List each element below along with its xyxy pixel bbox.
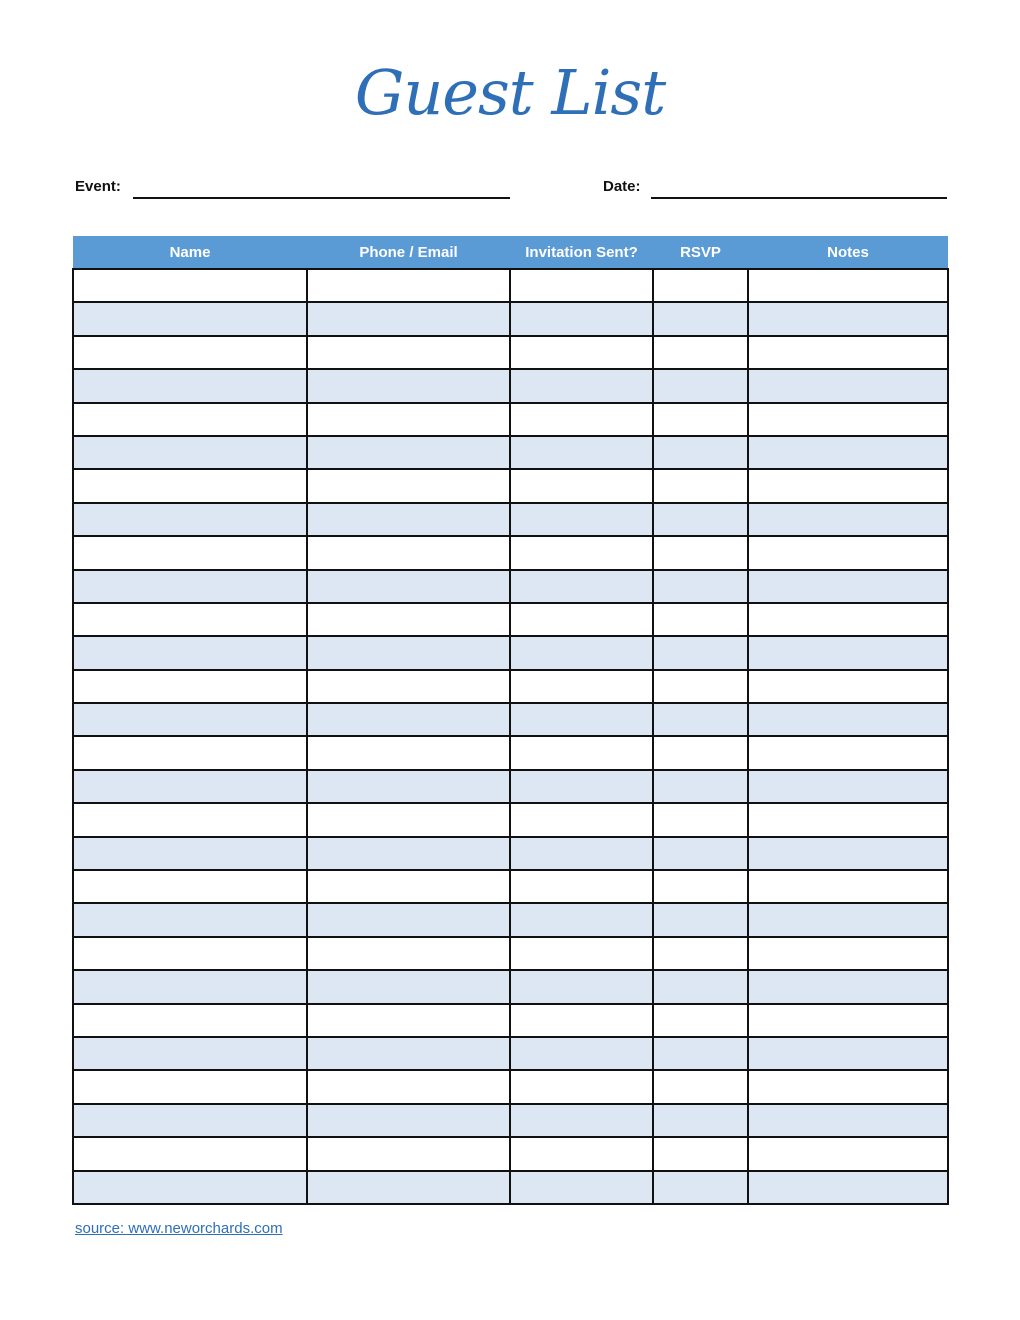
cell-phone-email[interactable] <box>307 970 510 1003</box>
table-row <box>73 1104 948 1137</box>
table-row <box>73 1070 948 1103</box>
cell-phone-email[interactable] <box>307 503 510 536</box>
cell-invitation-sent[interactable] <box>510 1070 653 1103</box>
cell-phone-email[interactable] <box>307 436 510 469</box>
cell-invitation-sent[interactable] <box>510 970 653 1003</box>
cell-rsvp[interactable] <box>653 503 748 536</box>
cell-name[interactable] <box>73 1171 307 1204</box>
cell-rsvp[interactable] <box>653 369 748 402</box>
cell-notes[interactable] <box>748 837 948 870</box>
cell-invitation-sent[interactable] <box>510 736 653 769</box>
cell-name[interactable] <box>73 336 307 369</box>
cell-rsvp[interactable] <box>653 970 748 1003</box>
cell-notes[interactable] <box>748 670 948 703</box>
cell-invitation-sent[interactable] <box>510 937 653 970</box>
cell-rsvp[interactable] <box>653 603 748 636</box>
table-row <box>73 1037 948 1070</box>
cell-invitation-sent[interactable] <box>510 1004 653 1037</box>
guest-table-body <box>73 269 948 1204</box>
cell-phone-email[interactable] <box>307 603 510 636</box>
table-row <box>73 703 948 736</box>
table-row <box>73 269 948 302</box>
cell-phone-email[interactable] <box>307 803 510 836</box>
cell-name[interactable] <box>73 636 307 669</box>
cell-notes[interactable] <box>748 503 948 536</box>
table-row <box>73 636 948 669</box>
cell-notes[interactable] <box>748 970 948 1003</box>
cell-rsvp[interactable] <box>653 670 748 703</box>
cell-invitation-sent[interactable] <box>510 870 653 903</box>
cell-phone-email[interactable] <box>307 369 510 402</box>
cell-invitation-sent[interactable] <box>510 369 653 402</box>
table-row <box>73 469 948 502</box>
cell-notes[interactable] <box>748 1004 948 1037</box>
cell-rsvp[interactable] <box>653 570 748 603</box>
cell-name[interactable] <box>73 903 307 936</box>
event-label: Event: <box>75 178 121 195</box>
table-row <box>73 870 948 903</box>
cell-phone-email[interactable] <box>307 469 510 502</box>
cell-rsvp[interactable] <box>653 903 748 936</box>
cell-phone-email[interactable] <box>307 570 510 603</box>
cell-rsvp[interactable] <box>653 469 748 502</box>
cell-name[interactable] <box>73 770 307 803</box>
cell-phone-email[interactable] <box>307 736 510 769</box>
cell-invitation-sent[interactable] <box>510 1104 653 1137</box>
cell-name[interactable] <box>73 369 307 402</box>
cell-name[interactable] <box>73 503 307 536</box>
cell-name[interactable] <box>73 269 307 302</box>
cell-notes[interactable] <box>748 1137 948 1170</box>
cell-notes[interactable] <box>748 1037 948 1070</box>
cell-name[interactable] <box>73 736 307 769</box>
cell-invitation-sent[interactable] <box>510 536 653 569</box>
column-header-name: Name <box>73 236 307 269</box>
cell-invitation-sent[interactable] <box>510 1137 653 1170</box>
cell-invitation-sent[interactable] <box>510 503 653 536</box>
cell-notes[interactable] <box>748 1104 948 1137</box>
cell-invitation-sent[interactable] <box>510 1171 653 1204</box>
table-row <box>73 403 948 436</box>
cell-rsvp[interactable] <box>653 703 748 736</box>
table-row <box>73 302 948 335</box>
cell-phone-email[interactable] <box>307 1171 510 1204</box>
cell-name[interactable] <box>73 703 307 736</box>
cell-name[interactable] <box>73 870 307 903</box>
table-row <box>73 1137 948 1170</box>
cell-phone-email[interactable] <box>307 269 510 302</box>
table-row <box>73 536 948 569</box>
cell-invitation-sent[interactable] <box>510 670 653 703</box>
cell-notes[interactable] <box>748 403 948 436</box>
cell-name[interactable] <box>73 670 307 703</box>
table-row <box>73 736 948 769</box>
cell-rsvp[interactable] <box>653 302 748 335</box>
cell-rsvp[interactable] <box>653 1004 748 1037</box>
cell-rsvp[interactable] <box>653 837 748 870</box>
cell-name[interactable] <box>73 469 307 502</box>
cell-notes[interactable] <box>748 903 948 936</box>
table-row <box>73 336 948 369</box>
cell-notes[interactable] <box>748 703 948 736</box>
page-title: Guest List <box>354 56 666 129</box>
guest-table <box>72 236 949 1205</box>
cell-phone-email[interactable] <box>307 1037 510 1070</box>
cell-rsvp[interactable] <box>653 1037 748 1070</box>
cell-name[interactable] <box>73 1104 307 1137</box>
cell-notes[interactable] <box>748 369 948 402</box>
cell-name[interactable] <box>73 536 307 569</box>
table-row <box>73 937 948 970</box>
cell-notes[interactable] <box>748 736 948 769</box>
cell-notes[interactable] <box>748 803 948 836</box>
cell-rsvp[interactable] <box>653 269 748 302</box>
cell-notes[interactable] <box>748 336 948 369</box>
cell-rsvp[interactable] <box>653 336 748 369</box>
cell-phone-email[interactable] <box>307 670 510 703</box>
cell-phone-email[interactable] <box>307 1070 510 1103</box>
cell-name[interactable] <box>73 403 307 436</box>
cell-notes[interactable] <box>748 603 948 636</box>
cell-invitation-sent[interactable] <box>510 603 653 636</box>
cell-phone-email[interactable] <box>307 870 510 903</box>
cell-rsvp[interactable] <box>653 1104 748 1137</box>
cell-invitation-sent[interactable] <box>510 302 653 335</box>
cell-invitation-sent[interactable] <box>510 269 653 302</box>
cell-phone-email[interactable] <box>307 536 510 569</box>
cell-rsvp[interactable] <box>653 1070 748 1103</box>
table-row <box>73 970 948 1003</box>
cell-phone-email[interactable] <box>307 1137 510 1170</box>
cell-name[interactable] <box>73 803 307 836</box>
cell-phone-email[interactable] <box>307 336 510 369</box>
cell-rsvp[interactable] <box>653 436 748 469</box>
cell-notes[interactable] <box>748 636 948 669</box>
table-row <box>73 670 948 703</box>
cell-rsvp[interactable] <box>653 636 748 669</box>
cell-phone-email[interactable] <box>307 703 510 736</box>
table-row <box>73 1171 948 1204</box>
cell-invitation-sent[interactable] <box>510 837 653 870</box>
cell-phone-email[interactable] <box>307 837 510 870</box>
table-row <box>73 837 948 870</box>
guest-table-container <box>72 236 947 1205</box>
column-header-notes: Notes <box>748 236 948 269</box>
cell-name[interactable] <box>73 1070 307 1103</box>
table-row <box>73 570 948 603</box>
cell-notes[interactable] <box>748 269 948 302</box>
cell-name[interactable] <box>73 970 307 1003</box>
cell-phone-email[interactable] <box>307 403 510 436</box>
cell-rsvp[interactable] <box>653 536 748 569</box>
date-field[interactable] <box>651 197 947 199</box>
date-label: Date: <box>603 178 641 195</box>
cell-name[interactable] <box>73 302 307 335</box>
table-row <box>73 503 948 536</box>
column-header-phone-email: Phone / Email <box>307 236 510 269</box>
cell-invitation-sent[interactable] <box>510 570 653 603</box>
cell-phone-email[interactable] <box>307 937 510 970</box>
cell-rsvp[interactable] <box>653 1171 748 1204</box>
cell-name[interactable] <box>73 1137 307 1170</box>
cell-notes[interactable] <box>748 870 948 903</box>
table-header-row <box>73 236 948 269</box>
column-header-invitation-sent: Invitation Sent? <box>510 236 653 269</box>
cell-notes[interactable] <box>748 469 948 502</box>
cell-name[interactable] <box>73 436 307 469</box>
cell-invitation-sent[interactable] <box>510 403 653 436</box>
table-row <box>73 603 948 636</box>
cell-name[interactable] <box>73 1037 307 1070</box>
table-row <box>73 803 948 836</box>
cell-phone-email[interactable] <box>307 302 510 335</box>
source-link[interactable]: source: www.neworchards.com <box>75 1220 283 1237</box>
table-row <box>73 903 948 936</box>
cell-name[interactable] <box>73 1004 307 1037</box>
cell-notes[interactable] <box>748 1171 948 1204</box>
cell-invitation-sent[interactable] <box>510 469 653 502</box>
cell-notes[interactable] <box>748 770 948 803</box>
cell-invitation-sent[interactable] <box>510 903 653 936</box>
cell-phone-email[interactable] <box>307 636 510 669</box>
cell-invitation-sent[interactable] <box>510 336 653 369</box>
table-row <box>73 436 948 469</box>
cell-phone-email[interactable] <box>307 770 510 803</box>
cell-phone-email[interactable] <box>307 1104 510 1137</box>
cell-invitation-sent[interactable] <box>510 803 653 836</box>
cell-rsvp[interactable] <box>653 870 748 903</box>
table-row <box>73 1004 948 1037</box>
cell-phone-email[interactable] <box>307 903 510 936</box>
cell-invitation-sent[interactable] <box>510 703 653 736</box>
table-row <box>73 770 948 803</box>
cell-notes[interactable] <box>748 1070 948 1103</box>
cell-invitation-sent[interactable] <box>510 1037 653 1070</box>
cell-invitation-sent[interactable] <box>510 436 653 469</box>
cell-invitation-sent[interactable] <box>510 770 653 803</box>
table-row <box>73 369 948 402</box>
cell-rsvp[interactable] <box>653 770 748 803</box>
cell-rsvp[interactable] <box>653 803 748 836</box>
event-field[interactable] <box>133 197 510 199</box>
cell-invitation-sent[interactable] <box>510 636 653 669</box>
cell-notes[interactable] <box>748 937 948 970</box>
cell-rsvp[interactable] <box>653 937 748 970</box>
cell-phone-email[interactable] <box>307 1004 510 1037</box>
cell-notes[interactable] <box>748 570 948 603</box>
cell-rsvp[interactable] <box>653 403 748 436</box>
cell-notes[interactable] <box>748 302 948 335</box>
cell-name[interactable] <box>73 937 307 970</box>
cell-notes[interactable] <box>748 436 948 469</box>
cell-rsvp[interactable] <box>653 1137 748 1170</box>
cell-name[interactable] <box>73 570 307 603</box>
cell-name[interactable] <box>73 837 307 870</box>
column-header-rsvp: RSVP <box>653 236 748 269</box>
cell-rsvp[interactable] <box>653 736 748 769</box>
cell-name[interactable] <box>73 603 307 636</box>
cell-notes[interactable] <box>748 536 948 569</box>
